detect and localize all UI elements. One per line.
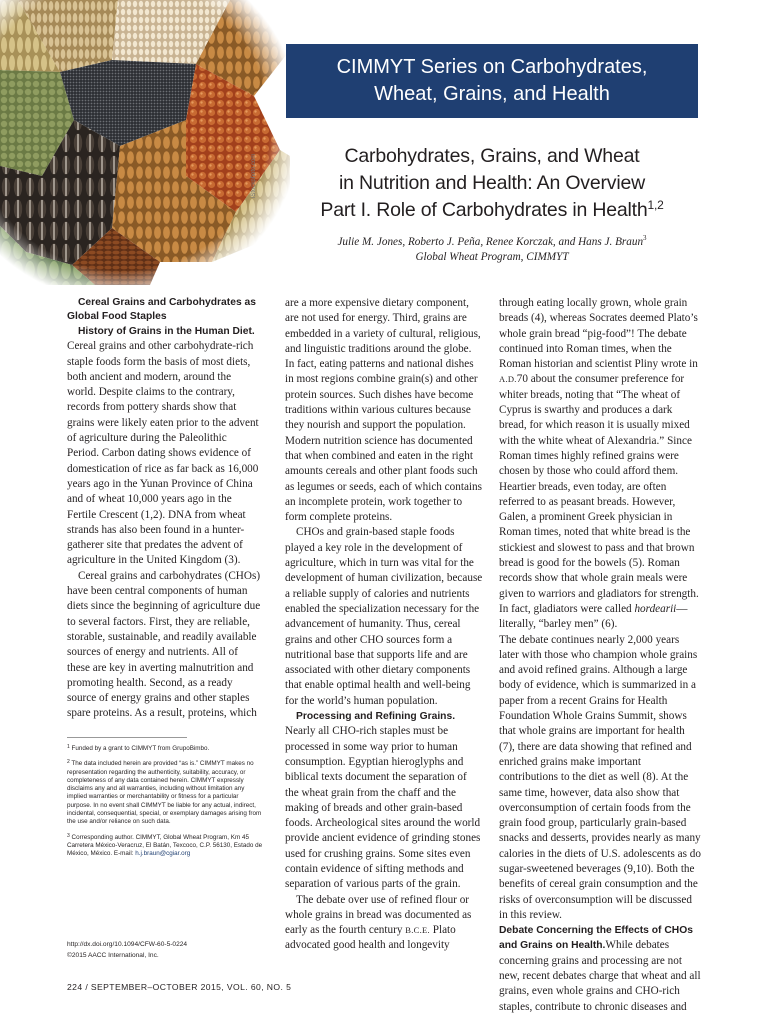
author-affiliation: Global Wheat Program, CIMMYT (415, 251, 569, 263)
paragraph-processing (285, 709, 483, 893)
footnote-2 (67, 760, 263, 826)
debate-text-a: The debate over use of refined flour or whole grains in bread was documented as early as the fourth century (285, 893, 472, 937)
debate-text-b-continued: through eating locally grown, whole grain breads (4), whereas Socrates deemed Plato’s whole grain bread “pig-food”! The debate continued into Roman times, when the Roman historian and scientist Pliny wrote in (499, 297, 698, 371)
paragraph-refined-flour-debate-continued (499, 296, 701, 633)
article-title (286, 143, 698, 224)
series-banner (286, 44, 698, 118)
era-ad-continued: A.D. (499, 374, 517, 385)
title-footnote-marker: 1,2 (647, 198, 664, 212)
section-heading: Cereal Grains and Carbohydrates as Global Food Staples (67, 297, 256, 322)
paragraph-central-components-continued: are a more expensive dietary component, are not used for energy. Third, grains are embedded in a variety of cultural, religious, and linguistic traditions around the globe. In fact, eating patterns and national dishes in most regions combine grain(s) and other protein sources. Such dishes have become traditions within various cultures because they nourish and support the population. Modern nutrition science has documented that when combined and eaten in the right amounts cereals and other plant foods such as legumes or seeds, each of which contains an incomplete protein, work together to form complete proteins. (285, 297, 482, 524)
doi-link[interactable]: http://dx.doi.org/10.1094/CFW-60-5-0224 (67, 941, 188, 948)
footnote-1 (67, 745, 263, 753)
subheading-effects-debate-continued: Debate Concerning the Effects of CHOs and Grains on Health. (499, 925, 693, 952)
era-bce: B.C.E. (405, 925, 430, 936)
footnote-3 (67, 834, 263, 859)
title-line-2: in Nutrition and Health: An Overview (338, 172, 646, 194)
footnote-3-text: Corresponding author. CIMMYT, Global Wheat Program, Km 45 Carretera México-Veracruz, El Batán, Texcoco, C.P. 56130, Estado de México, México. E-mail: (67, 833, 263, 858)
footnotes (67, 745, 263, 866)
debate-text-b: Plato advocated good health and longevity (285, 924, 456, 952)
subheading-history: History of Grains in the Human Diet. (78, 326, 255, 337)
author-names (286, 235, 698, 250)
title-line-1: Carbohydrates, Grains, and Wheat (344, 145, 640, 167)
grain-seeds-illustration (0, 0, 290, 285)
copyright-notice: ©2015 AACC International, Inc. (67, 952, 159, 959)
body-column-3 (499, 296, 701, 1015)
author-block (286, 235, 698, 265)
body-column-1 (67, 296, 261, 722)
paragraph-history (67, 324, 261, 569)
paragraph-central-components: Cereal grains and carbohydrates (CHOs) have been central components of human diets since the beginning of agriculture due to several factors. First, they are reliable, storable, sustainable, and readily available sources of energy and nutrients. All of these are key in averting malnutrition and promoting health. Second, as a ready source of energy grains and other staples spare proteins. As a result, proteins, which (67, 569, 261, 720)
term-hordearii-continued: hordearii (634, 602, 677, 615)
paragraph-effects-debate-continued (499, 923, 701, 1015)
subheading-processing: Processing and Refining Grains. (296, 711, 456, 723)
title-line-3-text: Part I. Role of Carbohydrates in Health (320, 199, 648, 221)
body-column-2 (285, 296, 483, 954)
paragraph-history-text: Cereal grains and other carbohydrate-rich staple foods form the basis of most diets, both ancient and modern, around the world. Despite claims to the contrary, records from pottery shards show that grains were likely eaten prior to the advent of agriculture during the Paleolithic Period. Carbon dating shows evidence of domestication of rice as far back as 16,000 years ago in the Yunan Province of China and of wheat 10,000 years ago in the Fertile Crescent (1,2). DNA from wheat strands has also been found in a hunter-gatherer site that predates the advent of agriculture in the United Kingdom (3). (67, 340, 259, 567)
footnote-1-number: 1 (67, 744, 70, 750)
footnote-3-number: 3 (67, 832, 70, 839)
photo-credit: iStockphoto.com (251, 153, 257, 198)
paragraph-effects-debate-text-continued: While debates concerning grains and processing are not new, recent debates charge that wheat and all grains, even whole grains and CHO-rich staples, contribute to chronic diseases and (499, 939, 701, 1013)
footnote-2-text: The data included herein are provided “as is.” CIMMYT makes no representation regarding the authenticity, suitability, accuracy, or completeness of any data contained herein. CIMMYT expressly disclaims any and all warranties, including without limitation any implied warranties or merchantability or fitness for a particular purpose. In no event shall CIMMYT be liable for any actual, indirect, incidental, consequential, special, or exemplary damages arising from the use and/or reliance on such data. (67, 760, 262, 826)
paragraph-refined-flour-debate (285, 893, 483, 954)
debate-text-c-continued: 70 about the consumer preference for whiter breads, noting that “The wheat of Cyprus is swarthy and produces a dark bread, for which reason it is usually mixed with the white wheat of Alexandria.” Since Roman times highly refined grains were chosen by those who could afford them. Heartier breads, even today, are often referred to as peasant breads. However, Galen, a prominent Greek physician in Roman times, noted that white bread is the stickiest and slowest to pass and that brown bread is good for the bowels (5). Roman records show that whole grain meals were given to warriors and gladiators for strength. In fact, gladiators were called (499, 373, 699, 615)
paragraph-debate-continues-continued: The debate continues nearly 2,000 years later with those who champion whole grains and avoid refined grains. Although a large body of evidence, which is summarized in a paper from a recent Grains for Health Foundation Whole Grains Summit, shows that whole grains are important for health (7), there are data showing that refined and enriched grains make important contributions to the diet as well (8). At the same time, however, data also show that overconsumption of certain foods from the grain food group, particularly grain-based snacks and desserts, provides nearly as many calories in the diets of U.S. adolescents as do sugar-sweetened beverages (9,10). Both the benefits of cereal grain consumption and the risks of overconsumption will be discussed in this review. (499, 633, 701, 921)
paragraph-processing-text: Nearly all CHO-rich staples must be processed in some way prior to human consumption. Egyptian hieroglyphs and biblical texts document the separation of the wheat grain from the chaff and the making of breads and other grain-based foods. Archeological sites around the world provide ancient evidence of grinding stones used for crushing grains. Some sites even contain evidence of sifting methods and separation of various parts of the grain. (285, 725, 481, 891)
footnote-2-number: 2 (67, 759, 70, 766)
footnote-1-text: Funded by a grant to CIMMYT from GrupoBimbo. (69, 745, 210, 752)
debate-text-d-continued: —literally, “barley men” (6). (499, 602, 688, 631)
page-footer: 224 / SEPTEMBER–OCTOBER 2015, VOL. 60, NO. 5 (67, 982, 292, 992)
doi-block (67, 939, 263, 961)
series-banner-line-1: CIMMYT Series on Carbohydrates, (336, 56, 648, 78)
footnote-rule (67, 737, 187, 738)
series-banner-line-2: Wheat, Grains, and Health (374, 83, 610, 105)
paragraph-staple-foods: CHOs and grain-based staple foods played a key role in the development of agriculture, which in turn was vital for the development of human civilization, because a reliable supply of calories and nutrients enabled the specialization necessary for the advancement of humanity. Thus, cereal grains and other CHO sources form a nutritional base that supports life and are associated with other dietary components that enable optimal health and well-being for the world’s human population. (285, 526, 483, 707)
corresponding-author-email-link[interactable]: h.j.braun@cgiar.org (135, 850, 191, 858)
author-footnote-marker: 3 (643, 234, 647, 242)
title-line-3 (286, 197, 698, 224)
author-names-text: Julie M. Jones, Roberto J. Peña, Renee Korczak, and Hans J. Braun (337, 236, 644, 248)
